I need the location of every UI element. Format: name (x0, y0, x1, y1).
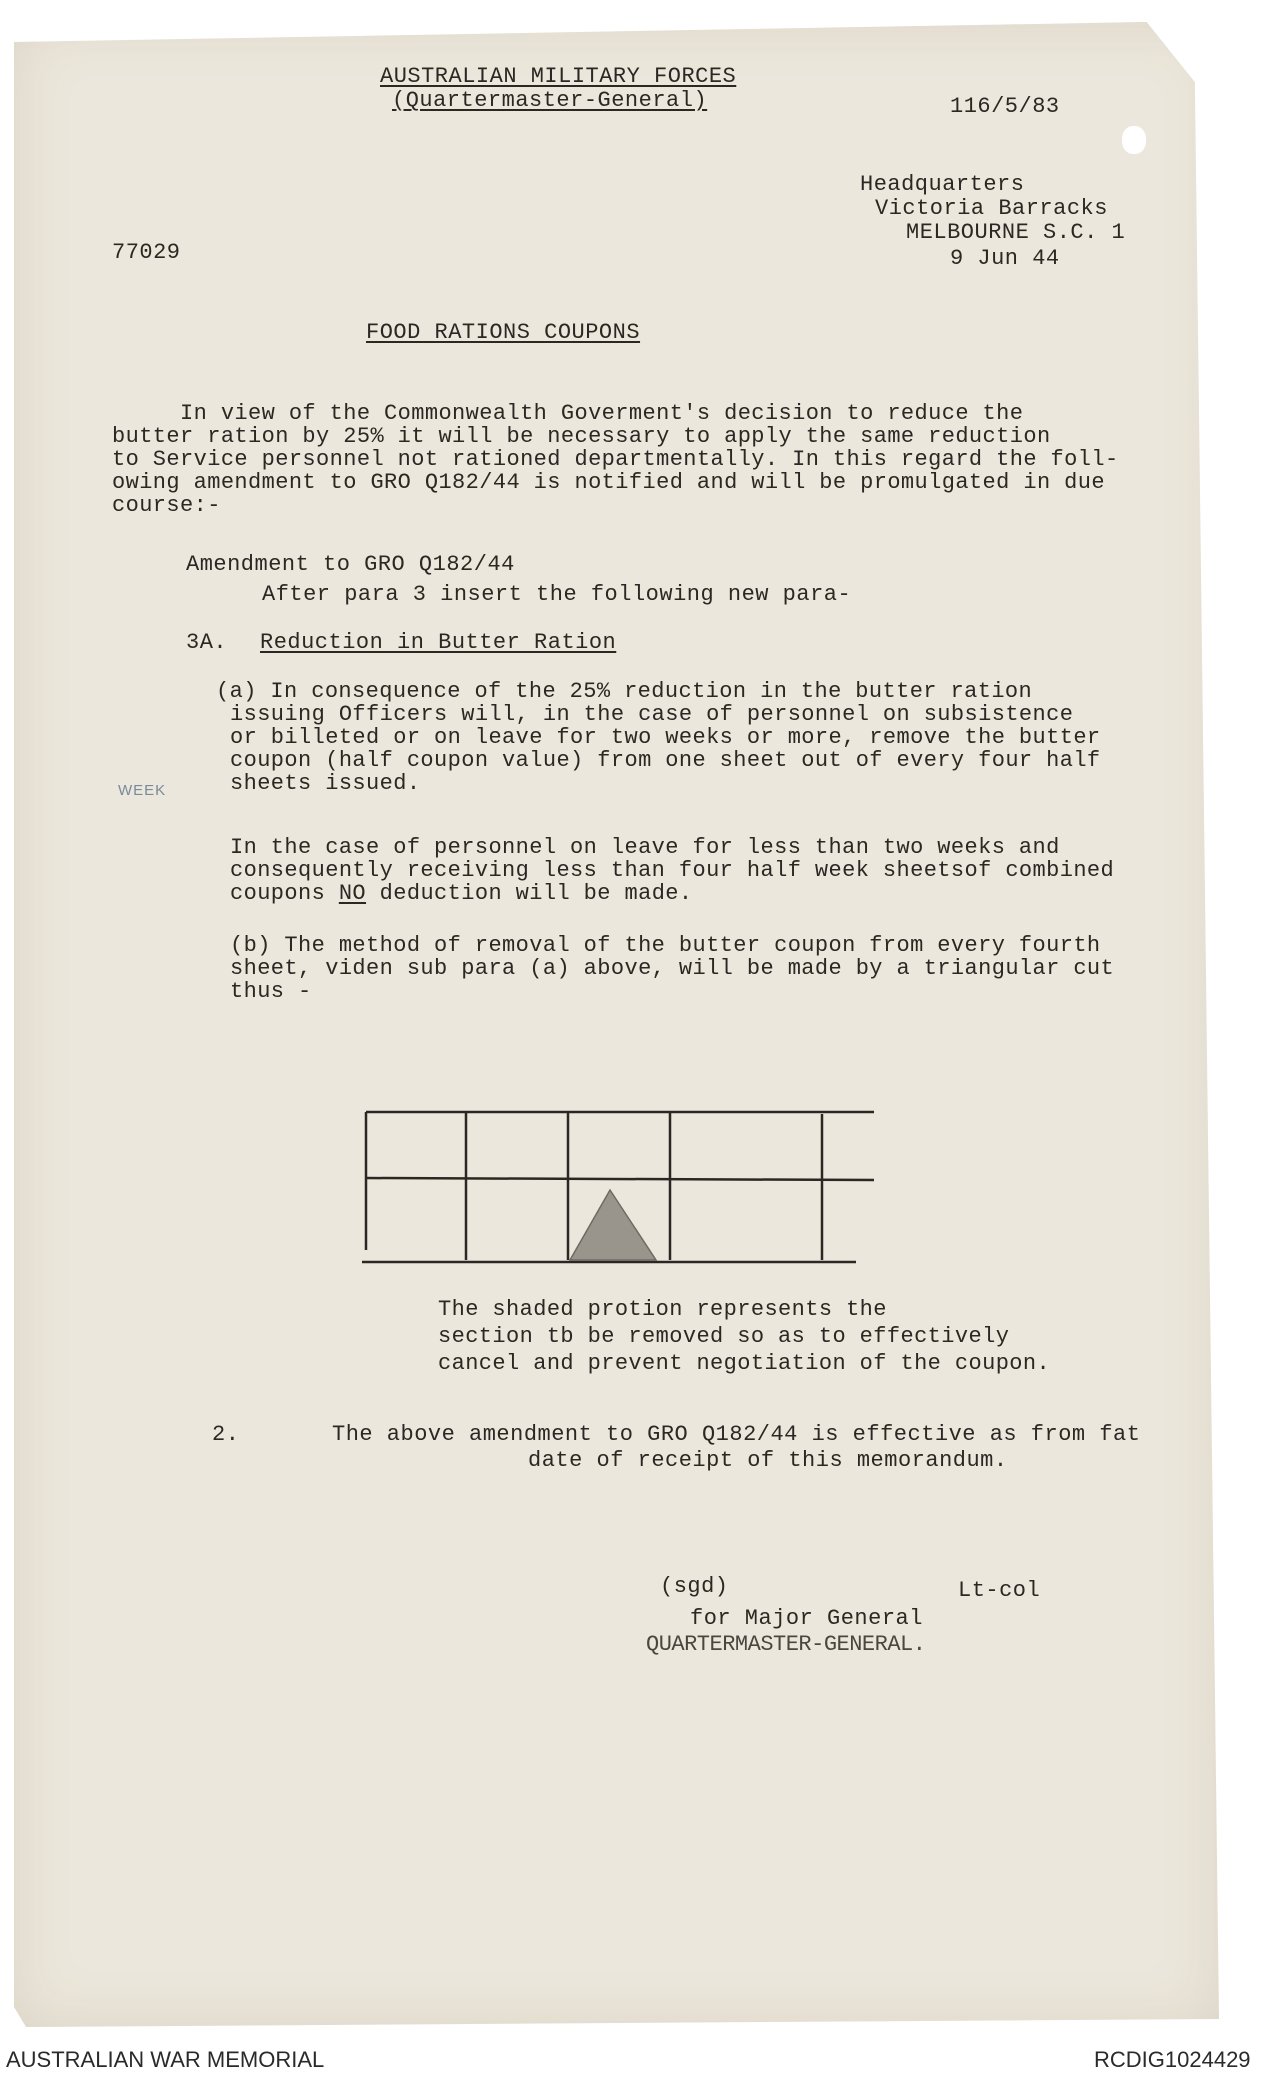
signed-mark: (sgd) (660, 1574, 729, 1599)
amendment-line: Amendment to GRO Q182/44 (186, 552, 515, 577)
document-title: FOOD RATIONS COUPONS (366, 320, 641, 345)
para-a (216, 680, 1101, 795)
para-a-continuation (230, 836, 1114, 905)
org-division: (Quartermaster-General) (392, 88, 708, 113)
punch-hole (1122, 126, 1146, 154)
emphasis-no: NO (338, 881, 367, 906)
caption-line: section tb be removed so as to effectively (438, 1324, 1010, 1349)
footer-record-id: RCDIG1024429 (1094, 2047, 1251, 2072)
para-a2-line: consequently receiving less than four half week sheetsof combined (230, 858, 1115, 883)
section-heading: Reduction in Butter Ration (260, 630, 617, 655)
intro-line: owing amendment to GRO Q182/44 is notified and will be promulgated in due (112, 470, 1105, 495)
coupon-cut-diagram (360, 1100, 880, 1280)
diagram-caption (438, 1296, 1050, 1377)
hq-line-3: MELBOURNE S.C. 1 (906, 220, 1126, 245)
para-a-line: (a) In consequence of the 25% reduction in the butter ration (216, 679, 1033, 704)
signatory-title: QUARTERMASTER-GENERAL. (646, 1632, 926, 1657)
para-a-line: sheets issued. (230, 771, 421, 796)
para-a2-text: deduction will be made. (366, 881, 693, 906)
para-b (230, 934, 1114, 1003)
shaded-triangle-cut (570, 1190, 656, 1260)
para-b-line: (b) The method of removal of the butter coupon from every fourth (230, 933, 1101, 958)
signatory-rank: Lt-col (958, 1578, 1041, 1603)
para-a-line: issuing Officers will, in the case of personnel on subsistence (230, 702, 1074, 727)
intro-line: to Service personnel not rationed departmentally. In this regard the foll- (112, 447, 1119, 472)
para-a-line: or billeted or on leave for two weeks or more, remove the butter (230, 725, 1101, 750)
footer-archive-name: AUSTRALIAN WAR MEMORIAL (6, 2047, 325, 2072)
org-name: AUSTRALIAN MILITARY FORCES (380, 64, 737, 89)
handwritten-margin-note: WEEK (118, 782, 167, 799)
diagram-middle-line (366, 1178, 874, 1180)
para-2-line-1: The above amendment to GRO Q182/44 is effective as from fat (332, 1422, 1141, 1447)
memo-date: 9 Jun 44 (950, 246, 1060, 271)
para-a-line: coupon (half coupon value) from one sheet out of every four half (230, 748, 1101, 773)
para-b-line: sheet, viden sub para (a) above, will be made by a triangular cut (230, 956, 1115, 981)
section-number: 3A. (186, 630, 228, 655)
para-2-line-2: date of receipt of this memorandum. (528, 1448, 1008, 1473)
para-a2-line: In the case of personnel on leave for less than two weeks and (230, 835, 1060, 860)
intro-line: In view of the Commonwealth Goverment's decision to reduce the (112, 401, 1024, 426)
para-b-line: thus - (230, 979, 312, 1004)
intro-line: butter ration by 25% it will be necessary to apply the same reduction (112, 424, 1051, 449)
amendment-instruction: After para 3 insert the following new para- (262, 582, 852, 607)
document-number: 77029 (112, 240, 181, 265)
caption-line: cancel and prevent negotiation of the coupon. (438, 1351, 1051, 1376)
intro-paragraph (112, 402, 1119, 517)
intro-line: course:- (112, 493, 221, 518)
para-a2-text: coupons (230, 881, 339, 906)
signatory-for-line: for Major General (690, 1606, 923, 1631)
hq-line-1: Headquarters (860, 172, 1025, 197)
para-2-number: 2. (212, 1422, 240, 1447)
caption-line: The shaded protion represents the (438, 1297, 887, 1322)
hq-line-2: Victoria Barracks (875, 196, 1108, 221)
file-reference: 116/5/83 (950, 94, 1060, 119)
